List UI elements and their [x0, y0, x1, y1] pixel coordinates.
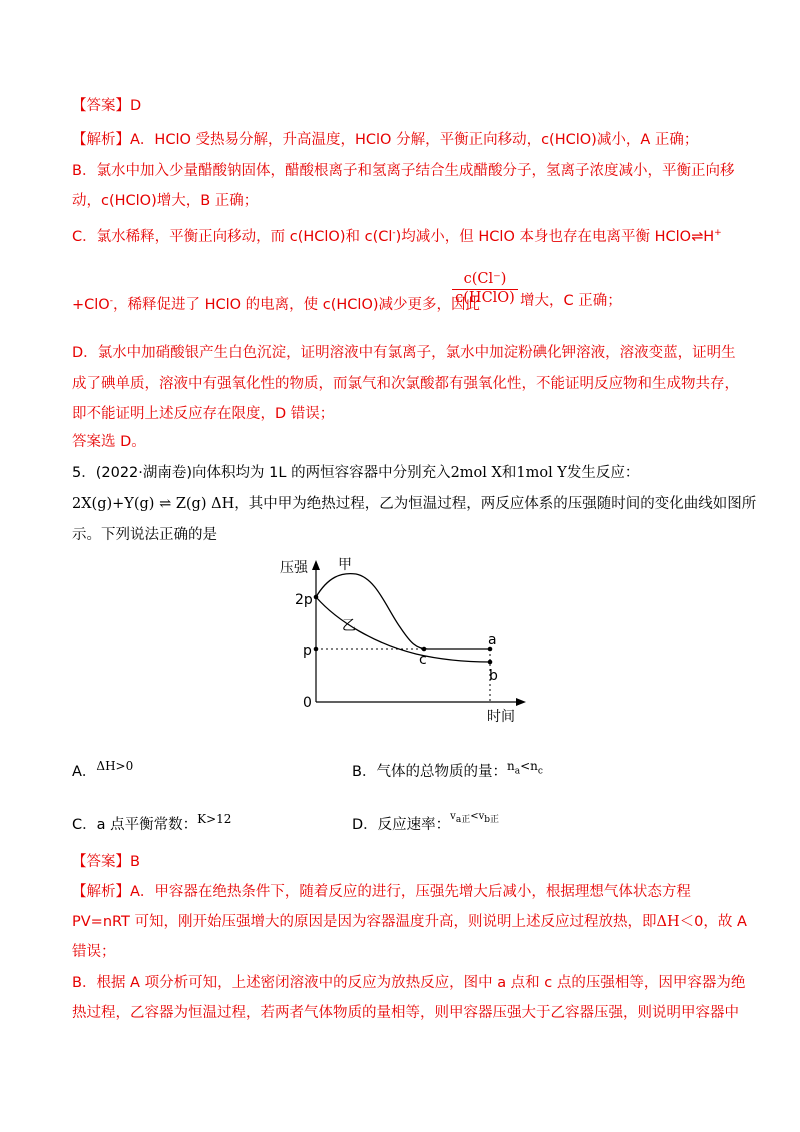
point-b [488, 660, 493, 665]
analysis-text: A．HClO 受热易分解，升高温度，HClO 分解，平衡正向移动，c(HClO)减小，A 正确； [130, 132, 699, 148]
analysis2-line-a3: 错误； [72, 944, 116, 960]
answer-line-2: 【答案】B [72, 854, 140, 870]
formula: 1mol Y [516, 465, 567, 481]
analysis2-line-a1 [72, 882, 691, 902]
analysis-line-b1: B．氯水中加入少量醋酸钠固体，醋酸根离子和氢离子结合生成醋酸分子，氢离子浓度减小，平衡正向移 [72, 163, 735, 179]
option-label: A． [72, 764, 97, 780]
tick-label-p: p [303, 643, 312, 659]
reaction-equation: 2X(g)+Y(g) ⇌ Z(g) ΔH [72, 496, 235, 512]
curve-jia [316, 574, 490, 649]
analysis-line-c1 [72, 223, 722, 247]
text-segment: ，其中甲为绝热过程，乙为恒温过程，两反应体系的压强随时间的变化曲线如图所 [234, 496, 757, 512]
analysis-line-c2-end: 增大，C 正确； [520, 293, 622, 309]
analysis-tag: 【解析】 [72, 132, 130, 148]
subscript: a正 [455, 815, 471, 825]
superscript: - [392, 228, 396, 238]
option-c[interactable] [72, 812, 232, 835]
origin-label: 0 [303, 695, 312, 711]
curve-label-jia: 甲 [338, 557, 352, 573]
analysis-line-d1: D．氯水中加硝酸银产生白色沉淀，证明溶液中有氯离子，氯水中加淀粉碘化钾溶液，溶液变蓝，证明生 [72, 345, 736, 361]
text-segment: C．氯水稀释，平衡正向移动，而 c(HClO)和 c(Cl [72, 228, 393, 245]
formula: ΔH [656, 914, 680, 930]
analysis-line-a [72, 130, 698, 150]
question-stem-3: 示。下列说法正确的是 [72, 527, 217, 543]
question-stem-1 [72, 463, 639, 483]
question-stem-2 [72, 494, 756, 514]
analysis-line-d3: 即不能证明上述反应存在限度，D 错误； [72, 406, 335, 422]
option-b[interactable] [352, 759, 543, 787]
tick-label-2p: 2p [295, 592, 313, 608]
point-p [314, 647, 319, 652]
analysis-text: A．甲容器在绝热条件下，随着反应的进行，压强先增大后减小，根据理想气体状态方程 [130, 884, 691, 900]
text-segment: ＜0，故 A [679, 914, 747, 930]
analysis-line-b2: 动，c(HClO)增大，B 正确； [72, 193, 259, 209]
text-segment: PV=nRT 可知，刚开始压强增大的原因是因为容器温度升高，则说明上述反应过程放热，即 [72, 914, 657, 930]
final-answer: 答案选 D。 [72, 434, 146, 450]
fraction-denominator: c(HClO) [455, 290, 515, 306]
analysis2-line-a2 [72, 912, 747, 932]
y-axis-label: 压强 [280, 560, 308, 576]
answer-line [72, 96, 141, 116]
point-label-a: a [488, 632, 497, 648]
formula-part: n [506, 759, 515, 773]
formula: 2mol X [450, 465, 502, 481]
analysis-line-c2 [72, 291, 480, 315]
option-formula [506, 759, 543, 777]
text-segment: +ClO [72, 296, 110, 313]
option-formula [450, 811, 499, 825]
text-segment: ，稀释促进了 HClO 的电离，使 c(HClO)减少更多，因此 [112, 296, 481, 313]
y-axis-arrow [312, 560, 320, 570]
option-label: B．气体的总物质的量： [352, 764, 507, 780]
analysis-tag: 【解析】 [72, 884, 130, 900]
option-label: C．a 点平衡常数： [72, 817, 198, 833]
x-axis-label: 时间 [487, 709, 515, 724]
option-formula: K>12 [197, 812, 232, 826]
option-formula: ΔH>0 [96, 759, 134, 773]
superscript: + [714, 228, 722, 238]
analysis2-line-b2: 热过程，乙容器为恒温过程，若两者气体物质的量相等，则甲容器压强大于乙容器压强，则说明甲容器中 [72, 1005, 739, 1021]
option-label: D．反应速率： [352, 817, 451, 833]
text-segment: 发生反应： [566, 465, 640, 481]
point-c [422, 647, 427, 652]
point-label-c: c [419, 652, 427, 668]
answer-tag: 【答案】D [72, 98, 142, 114]
text-segment: )均减小，但 HClO 本身也存在电离平衡 HClO⇌H [395, 228, 715, 245]
option-d[interactable] [352, 811, 499, 840]
x-axis-arrow [516, 698, 526, 706]
analysis-line-d2: 成了碘单质，溶液中有强氧化性的物质，而氯气和次氯酸都有强氧化性，不能证明反应物和生成物共存， [72, 376, 739, 392]
subscript: b正 [484, 815, 499, 825]
formula-part: <v [470, 811, 485, 822]
formula-part: v [450, 811, 456, 822]
curve-label-yi: 乙 [342, 618, 356, 634]
text-segment: 和 [501, 465, 517, 481]
superscript: - [109, 296, 113, 306]
start-point [314, 595, 319, 600]
subscript: c [537, 766, 543, 777]
fraction-numerator: c(Cl⁻) [452, 271, 518, 290]
text-segment: 5．(2022·湖南卷)向体积均为 1L 的两恒容容器中分别充入 [72, 465, 451, 481]
point-label-b: b [489, 668, 498, 684]
concentration-fraction [452, 271, 518, 307]
subscript: a [514, 766, 521, 777]
analysis2-line-b1: B．根据 A 项分析可知，上述密闭溶液中的反应为放热反应，图中 a 点和 c 点的压强相等，因甲容器为绝 [72, 975, 746, 991]
pressure-time-graph [276, 552, 536, 724]
formula-part: <n [520, 759, 538, 773]
option-a[interactable] [72, 759, 134, 782]
